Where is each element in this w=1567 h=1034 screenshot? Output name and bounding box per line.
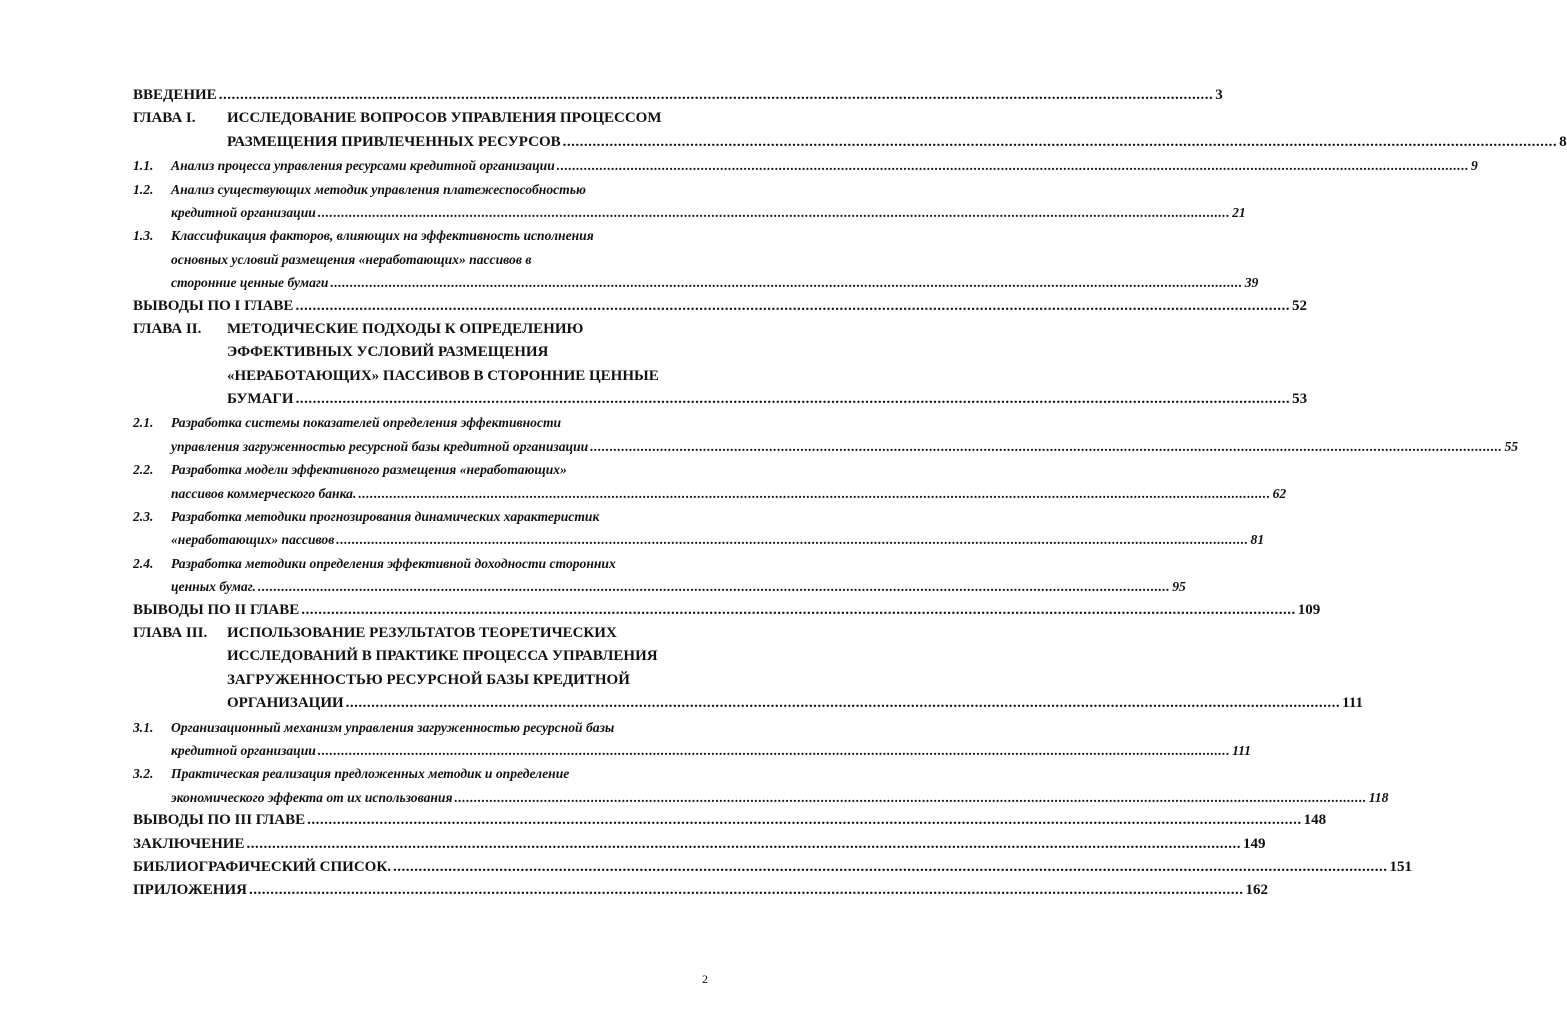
toc-entry (133, 552, 1186, 599)
toc-entry-number: 1.3. (133, 228, 154, 244)
toc-line (133, 786, 1389, 809)
toc-entry-title: Разработка системы показателей определения эффективности (171, 415, 562, 431)
dot-leader (346, 692, 1341, 715)
dot-leader (563, 131, 1558, 154)
toc-entry (133, 809, 1327, 832)
toc-line (133, 178, 711, 201)
dot-leader (318, 201, 1230, 224)
toc-entry-title: кредитной организации (171, 742, 316, 758)
toc-entry-number: 2.1. (133, 415, 154, 431)
toc-entry-title: Практическая реализация предложенных методик и определение (171, 766, 570, 782)
toc-entry-title: ВЫВОДЫ ПО II ГЛАВЕ (133, 601, 300, 618)
toc-entry-title: управления загруженностью ресурсной базы кредитной организации (171, 438, 589, 454)
toc-line (133, 669, 711, 692)
toc-line (133, 318, 711, 341)
toc-line (133, 809, 1327, 832)
toc-entry-title: Разработка методики прогнозирования динамических характеристик (171, 509, 600, 525)
toc-page-number: 21 (1232, 204, 1246, 220)
toc-line (133, 622, 711, 645)
toc-page-number: 149 (1242, 835, 1266, 852)
toc-entry-title: ИССЛЕДОВАНИЕ ВОПРОСОВ УПРАВЛЕНИЯ ПРОЦЕССОМ (227, 110, 662, 127)
toc-entry-title: Разработка методики определения эффективной доходности сторонних (171, 555, 616, 571)
dot-leader (301, 599, 1296, 622)
toc-page-number: 53 (1292, 391, 1308, 408)
toc-entry (133, 318, 1308, 412)
toc-page-number: 111 (1232, 742, 1251, 758)
dot-leader (455, 786, 1367, 809)
toc-line (133, 107, 711, 130)
toc-entry-number: 1.1. (133, 158, 154, 174)
toc-entry-title: ЗАКЛЮЧЕНИЕ (133, 835, 245, 852)
toc-page-number: 162 (1245, 882, 1268, 899)
toc-line (133, 388, 1308, 411)
toc-entry-title: пассивов коммерческого банка. (171, 485, 357, 501)
toc-page-number: 52 (1291, 297, 1307, 314)
toc-line (133, 131, 1567, 154)
dot-leader (590, 435, 1502, 458)
toc-entry (133, 107, 1567, 154)
toc-line (133, 248, 711, 271)
toc-entry-title: ИССЛЕДОВАНИЙ В ПРАКТИКЕ ПРОЦЕССА УПРАВЛЕНИЯ (227, 648, 658, 665)
toc-entry-title: ВЫВОДЫ ПО I ГЛАВЕ (133, 297, 294, 314)
toc-entry-number: 1.2. (133, 181, 154, 197)
toc-page-number: 95 (1172, 579, 1186, 595)
toc-line (133, 224, 711, 247)
dot-leader (318, 739, 1230, 762)
toc-entry-title: Классификация факторов, влияющих на эффективность исполнения (171, 228, 594, 244)
toc-line (133, 762, 711, 785)
toc-page-number: 81 (1250, 532, 1265, 548)
toc-entry-title: РАЗМЕЩЕНИЯ ПРИВЛЕЧЕННЫХ РЕСУРСОВ (227, 133, 561, 150)
toc-line (133, 271, 1259, 294)
dot-leader (358, 482, 1270, 505)
toc-entry (133, 716, 1251, 763)
toc-entry-number: ГЛАВА III. (133, 624, 208, 641)
toc-entry-title: ПРИЛОЖЕНИЯ (133, 882, 247, 899)
toc-entry-number: ГЛАВА II. (133, 320, 202, 337)
toc-line (133, 365, 711, 388)
toc-entry-number: 2.4. (133, 555, 154, 571)
toc-entry-title: ОРГАНИЗАЦИИ (227, 695, 344, 712)
dot-leader (330, 271, 1242, 294)
toc-entry-title: ценных бумаг. (171, 579, 256, 595)
toc-entry-title: ВВЕДЕНИЕ (133, 87, 217, 103)
dot-leader (219, 84, 1214, 107)
toc-entry (133, 458, 1287, 505)
toc-entry-title: МЕТОДИЧЕСКИЕ ПОДХОДЫ К ОПРЕДЕЛЕНИЮ (227, 320, 584, 337)
toc-line (133, 552, 711, 575)
toc-entry-title: сторонние ценные бумаги (171, 275, 329, 291)
page-number: 2 (702, 972, 708, 986)
dot-leader (249, 879, 1244, 902)
toc-entry (133, 856, 1412, 879)
toc-line (133, 458, 711, 481)
toc-page-number: 39 (1244, 275, 1259, 291)
toc-entry-title: Анализ существующих методик управления платежеспособностью (171, 181, 586, 197)
toc-line (133, 645, 711, 668)
dot-leader (296, 388, 1291, 411)
toc-line (133, 482, 1287, 505)
toc-entry (133, 505, 1265, 552)
toc-page-number: 109 (1297, 601, 1321, 618)
toc-line (133, 295, 1307, 318)
toc-page-number: 151 (1389, 858, 1412, 875)
toc-entry-title: основных условий размещения «неработающих» пассивов в (171, 251, 532, 267)
toc-entry-number: ГЛАВА I. (133, 110, 196, 127)
toc-line (133, 575, 1186, 598)
toc-entry-number: 2.2. (133, 462, 154, 478)
toc-page-number: 8 (1559, 133, 1567, 150)
toc-entry (133, 762, 1389, 809)
toc-entry (133, 622, 1364, 716)
toc-entry (133, 295, 1307, 318)
toc-entry-number: 2.3. (133, 509, 154, 525)
toc-line (133, 692, 1364, 715)
dot-leader (336, 528, 1248, 551)
toc-page-number: 62 (1272, 485, 1287, 501)
toc-line (133, 84, 1223, 107)
toc-line (133, 411, 711, 434)
toc-line (133, 154, 1478, 177)
toc-page-number: 9 (1471, 158, 1478, 174)
dot-leader (307, 809, 1302, 832)
dot-leader (258, 575, 1170, 598)
toc-line (133, 505, 711, 528)
toc-entry-title: кредитной организации (171, 204, 316, 220)
toc-line (133, 341, 711, 364)
toc-line (133, 435, 1519, 458)
toc-entry-title: экономического эффекта от их использования (171, 789, 453, 805)
toc-entry (133, 178, 1246, 225)
toc-line (133, 879, 1268, 902)
toc-line (133, 739, 1251, 762)
toc-entry-number: 3.2. (133, 766, 154, 782)
toc-line (133, 201, 1246, 224)
toc-entry-title: «неработающих» пассивов (171, 532, 335, 548)
toc-page-number: 3 (1215, 87, 1223, 103)
toc-line (133, 833, 1266, 856)
toc-entry (133, 411, 1519, 458)
toc-entry-title: ИСПОЛЬЗОВАНИЕ РЕЗУЛЬТАТОВ ТЕОРЕТИЧЕСКИХ (227, 624, 617, 641)
toc-entry-title: БИБЛИОГРАФИЧЕСКИЙ СПИСОК. (133, 858, 391, 875)
toc-entry (133, 224, 1259, 294)
toc-line (133, 528, 1265, 551)
toc-page-number: 55 (1504, 438, 1519, 454)
toc-entry-title: ЭФФЕКТИВНЫХ УСЛОВИЙ РАЗМЕЩЕНИЯ (227, 344, 549, 361)
dot-leader (393, 856, 1388, 879)
dot-leader (246, 833, 1241, 856)
toc-entry (133, 154, 1478, 177)
toc-page-number: 148 (1303, 812, 1327, 829)
dot-leader (295, 295, 1290, 318)
toc-entry-title: ЗАГРУЖЕННОСТЬЮ РЕСУРСНОЙ БАЗЫ КРЕДИТНОЙ (227, 671, 630, 688)
toc-entry-title: Разработка модели эффективного размещения «неработающих» (171, 462, 567, 478)
toc-entry (133, 84, 1223, 107)
toc-line (133, 856, 1412, 879)
toc-entry (133, 879, 1268, 902)
dot-leader (557, 154, 1469, 177)
toc-entry (133, 599, 1321, 622)
toc-entry-title: ВЫВОДЫ ПО III ГЛАВЕ (133, 812, 306, 829)
toc-entry-title: Анализ процесса управления ресурсами кредитной организации (171, 158, 555, 174)
toc-line (133, 599, 1321, 622)
toc-entry-number: 3.1. (133, 719, 154, 735)
toc-entry-title: БУМАГИ (227, 391, 294, 408)
table-of-contents (133, 84, 1567, 903)
toc-page-number: 118 (1368, 789, 1389, 805)
toc-page-number: 111 (1342, 695, 1364, 712)
toc-entry-title: Организационный механизм управления загруженностью ресурсной базы (171, 719, 615, 735)
toc-entry-title: «НЕРАБОТАЮЩИХ» ПАССИВОВ В СТОРОННИЕ ЦЕННЫЕ (227, 367, 659, 384)
toc-line (133, 716, 711, 739)
toc-entry (133, 833, 1266, 856)
